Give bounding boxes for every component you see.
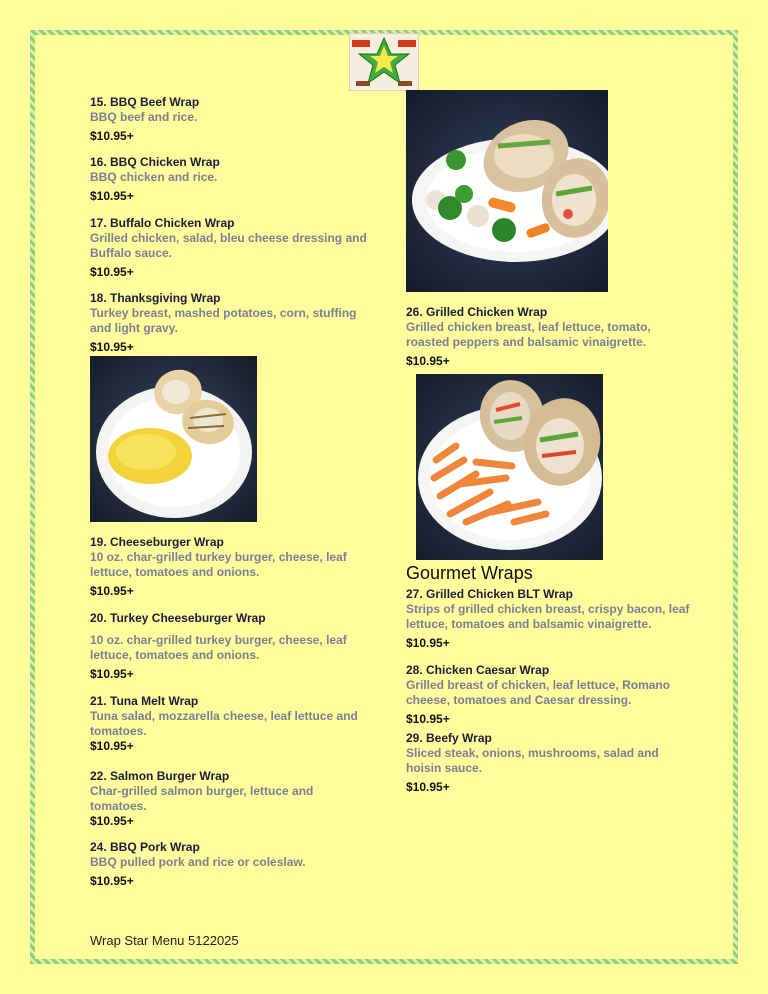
- item-name: 22. Salmon Burger Wrap: [90, 769, 230, 783]
- item-name: 29. Beefy Wrap: [406, 731, 492, 745]
- menu-item-beefy-wrap: [406, 731, 696, 795]
- item-description: Sliced steak, onions, mushrooms, salad and hoisin sauce.: [406, 746, 659, 775]
- menu-item-bbq-chicken-wrap: [90, 155, 370, 204]
- item-description: Grilled chicken, salad, bleu cheese dressing and Buffalo sauce.: [90, 231, 367, 260]
- wrap-star-logo: [349, 33, 419, 91]
- item-name: 15. BBQ Beef Wrap: [90, 95, 200, 109]
- menu-item-turkey-cheeseburger-wrap: [90, 611, 370, 682]
- item-description: 10 oz. char-grilled turkey burger, cheese, leaf lettuce, tomatoes and onions.: [90, 633, 347, 662]
- item-price: $10.95+: [90, 584, 134, 598]
- item-name: 16. BBQ Chicken Wrap: [90, 155, 220, 169]
- gourmet-wraps-heading: Gourmet Wraps: [406, 563, 533, 583]
- item-price: $10.95+: [406, 712, 450, 726]
- item-name: 26. Grilled Chicken Wrap: [406, 305, 548, 319]
- item-price: $10.95+: [90, 265, 134, 279]
- item-name: 18. Thanksgiving Wrap: [90, 291, 221, 305]
- item-description: BBQ chicken and rice.: [90, 170, 218, 184]
- menu-footer: Wrap Star Menu 5122025: [90, 933, 239, 948]
- item-description: Turkey breast, mashed potatoes, corn, stuffing and light gravy.: [90, 306, 357, 335]
- menu-item-cheeseburger-wrap: [90, 535, 370, 599]
- item-name: 17. Buffalo Chicken Wrap: [90, 216, 235, 230]
- item-description: Tuna salad, mozzarella cheese, leaf lettuce and tomatoes.: [90, 709, 358, 738]
- item-description: Char-grilled salmon burger, lettuce and tomatoes.: [90, 784, 314, 813]
- item-name: 19. Cheeseburger Wrap: [90, 535, 224, 549]
- item-name: 27. Grilled Chicken BLT Wrap: [406, 587, 573, 601]
- item-price: $10.95+: [90, 667, 134, 681]
- item-price: $10.95+: [90, 340, 134, 354]
- item-price: $10.95+: [406, 636, 450, 650]
- item-description: Grilled breast of chicken, leaf lettuce, Romano cheese, tomatoes and Caesar dressing.: [406, 678, 671, 707]
- menu-item-grilled-chicken-wrap: [406, 305, 686, 369]
- menu-item-bbq-pork-wrap: [90, 840, 370, 889]
- menu-item-grilled-chicken-blt-wrap: [406, 587, 696, 651]
- menu-item-chicken-caesar-wrap: [406, 663, 696, 727]
- item-description: BBQ pulled pork and rice or coleslaw.: [90, 855, 306, 869]
- grilled-chicken-wrap-photo: [406, 90, 608, 292]
- item-price: $10.95+: [90, 189, 134, 203]
- item-price: $10.95+: [90, 129, 134, 143]
- item-description: Strips of grilled chicken breast, crispy bacon, leaf lettuce, tomatoes and balsamic vinaigrette.: [406, 602, 690, 631]
- item-name: 24. BBQ Pork Wrap: [90, 840, 200, 854]
- item-description: Grilled chicken breast, leaf lettuce, tomato, roasted peppers and balsamic vinaigrette.: [406, 320, 651, 349]
- item-price: $10.95+: [406, 354, 450, 368]
- menu-item-buffalo-chicken-wrap: [90, 216, 370, 280]
- item-name: 21. Tuna Melt Wrap: [90, 694, 199, 708]
- item-name: 28. Chicken Caesar Wrap: [406, 663, 550, 677]
- item-description: BBQ beef and rice.: [90, 110, 198, 124]
- item-description: 10 oz. char-grilled turkey burger, cheese, leaf lettuce, tomatoes and onions.: [90, 550, 347, 579]
- item-price: $10.95+: [90, 739, 134, 753]
- menu-item-salmon-burger-wrap: [90, 769, 370, 829]
- menu-item-thanksgiving-wrap: [90, 291, 370, 355]
- item-price: $10.95+: [90, 874, 134, 888]
- menu-item-bbq-beef-wrap: [90, 95, 370, 144]
- menu-item-tuna-melt-wrap: [90, 694, 370, 754]
- item-price: $10.95+: [406, 780, 450, 794]
- item-price: $10.95+: [90, 814, 134, 828]
- chicken-wrap-carrots-photo: [416, 374, 603, 560]
- thanksgiving-wrap-photo: [90, 356, 257, 522]
- item-name: 20. Turkey Cheeseburger Wrap: [90, 611, 266, 625]
